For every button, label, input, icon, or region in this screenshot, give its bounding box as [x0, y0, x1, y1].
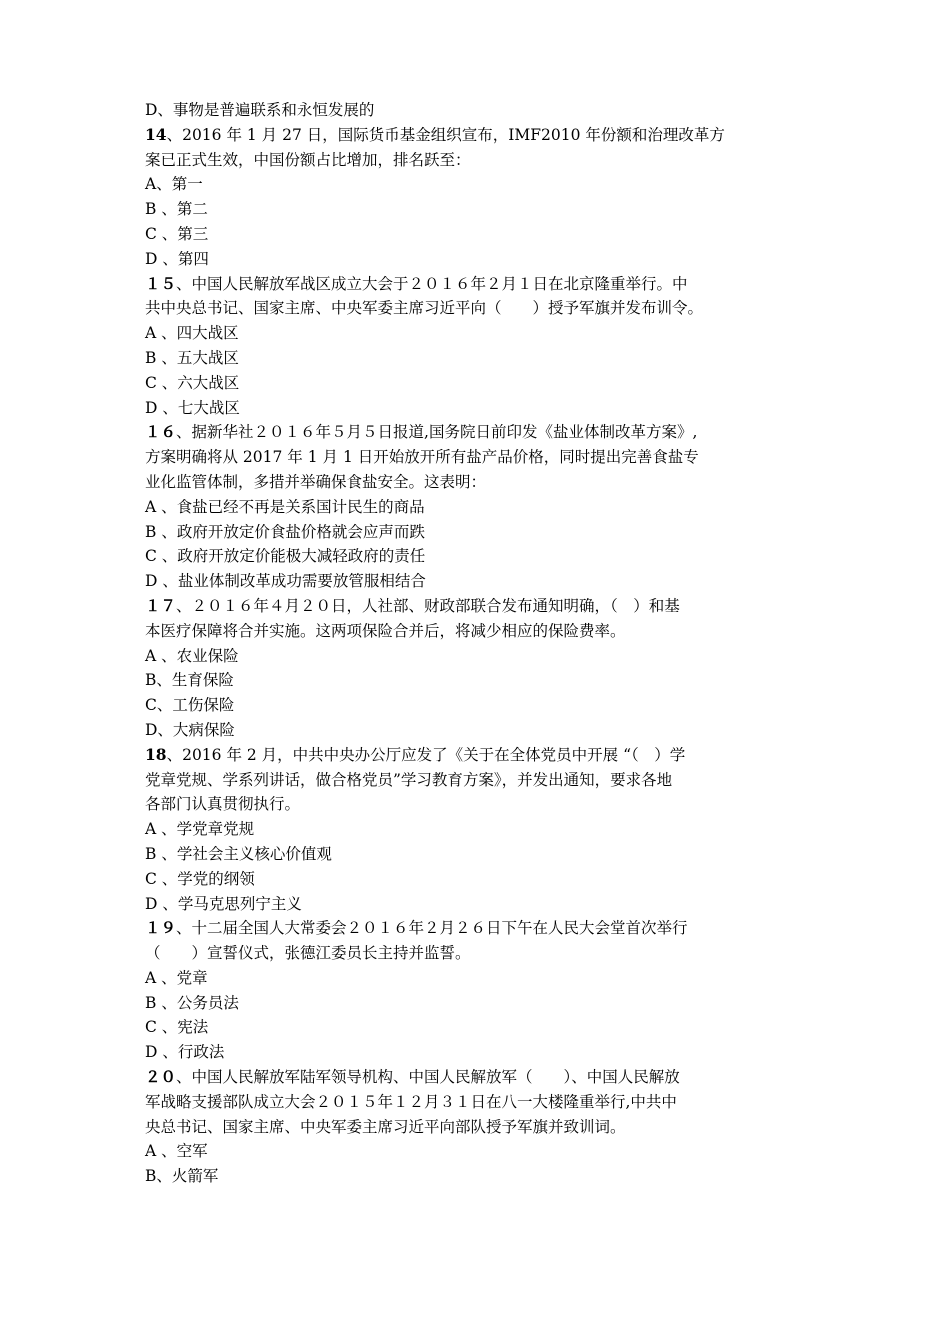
answer-option: C 、学党的纲领	[145, 869, 255, 888]
answer-option: A 、空军	[145, 1142, 208, 1161]
answer-option: B 、第二	[145, 200, 208, 219]
document-page	[145, 98, 810, 1189]
question-number: ２０	[145, 1067, 177, 1087]
question-text: 、２０１６年４月２０日，人社部、财政部联合发布通知明确，（ ）和基	[176, 596, 680, 615]
question-line	[145, 619, 810, 644]
answer-option: B、火箭军	[145, 1167, 219, 1186]
question-line	[145, 148, 810, 173]
question-text: （ ）宣誓仪式，张德江委员长主持并监誓。	[145, 944, 471, 963]
question-text: 、2016 年 1 月 27 日，国际货币基金组织宣布，IMF2010 年份额和治理改革方	[166, 125, 725, 144]
question-line	[145, 272, 810, 297]
answer-option: B 、政府开放定价食盐价格就会应声而跌	[145, 522, 425, 541]
question-text: 共中央总书记、国家主席、中央军委主席习近平向（ ）授予军旗并发布训令。	[145, 299, 704, 318]
question-number: １７	[145, 595, 177, 615]
answer-option: B 、公务员法	[145, 993, 239, 1012]
answer-option: C 、宪法	[145, 1018, 209, 1037]
answer-option: C 、六大战区	[145, 373, 240, 392]
question-text: 案已正式生效，中国份额占比增加，排名跃至：	[145, 150, 471, 169]
question-block	[145, 1065, 810, 1139]
answer-option: D 、七大战区	[145, 398, 240, 417]
question-number: １５	[145, 273, 177, 293]
question-text: 党章党规、学系列讲话，做合格党员”学习教育方案》，并发出通知，要求各地	[145, 770, 673, 789]
question-number: 14	[145, 124, 167, 144]
question-text: 、中国人民解放军战区成立大会于２０１６年２月１日在北京隆重举行。中	[176, 274, 688, 293]
answer-option: B 、五大战区	[145, 348, 239, 367]
answer-option: A 、食盐已经不再是关系国计民生的商品	[145, 497, 425, 516]
answer-option: A 、党章	[145, 968, 208, 987]
question-line	[145, 792, 810, 817]
question-line	[145, 123, 810, 148]
question-text: 、据新华社２０１６年５月５日报道,国务院日前印发《盐业体制改革方案》,	[176, 423, 698, 442]
question-number: １９	[145, 918, 177, 938]
question-line	[145, 296, 810, 321]
answer-option: D 、盐业体制改革成功需要放管服相结合	[145, 572, 426, 591]
question-line	[145, 470, 810, 495]
question-text: 、十二届全国人大常委会２０１６年２月２６日下午在人民大会堂首次举行	[176, 919, 688, 938]
question-line	[145, 768, 810, 793]
question-text: 业化监管体制，多措并举确保食盐安全。这表明：	[145, 472, 487, 491]
answer-option: B 、学社会主义核心价值观	[145, 844, 332, 863]
question-line	[145, 941, 810, 966]
question-block	[145, 743, 810, 817]
question-line	[145, 1115, 810, 1140]
question-block	[145, 123, 810, 173]
question-line	[145, 420, 810, 445]
question-text: 方案明确将从 2017 年 1 月 1 日开始放开所有盐产品价格，同时提出完善食盐专	[145, 448, 699, 467]
answer-option: A、第一	[145, 175, 203, 194]
answer-option: D、大病保险	[145, 720, 235, 739]
answer-option: B、生育保险	[145, 671, 234, 690]
answer-option: C 、政府开放定价能极大减轻政府的责任	[145, 547, 426, 566]
question-number: 18	[145, 744, 167, 764]
question-line	[145, 594, 810, 619]
question-line	[145, 916, 810, 941]
question-block	[145, 916, 810, 966]
answer-option: A 、农业保险	[145, 646, 239, 665]
question-block	[145, 420, 810, 494]
answer-option: C、工伤保险	[145, 696, 235, 715]
question-line	[145, 1090, 810, 1115]
question-text: 军战略支援部队成立大会２０１５年１２月３１日在八一大楼隆重举行,中共中	[145, 1092, 677, 1111]
question-text: 央总书记、国家主席、中央军委主席习近平向部队授予军旗并致训词。	[145, 1117, 626, 1136]
answer-option: D 、第四	[145, 249, 209, 268]
answer-option: D 、学马克思列宁主义	[145, 894, 302, 913]
question-text: 、2016 年 2 月，中共中央办公厅应发了《关于在全体党员中开展 “（ ）学	[166, 745, 686, 764]
question-line	[145, 1065, 810, 1090]
answer-option: D 、行政法	[145, 1043, 225, 1062]
question-line	[145, 743, 810, 768]
question-text: 各部门认真贯彻执行。	[145, 795, 301, 814]
question-block	[145, 594, 810, 644]
question-block	[145, 272, 810, 322]
answer-option: D、事物是普遍联系和永恒发展的	[145, 101, 375, 119]
question-text: 、中国人民解放军陆军领导机构、中国人民解放军（ ）、中国人民解放	[176, 1068, 680, 1087]
answer-option: A 、学党章党规	[145, 820, 255, 839]
answer-option: A 、四大战区	[145, 324, 239, 343]
question-text: 本医疗保障将合并实施。这两项保险合并后，将减少相应的保险费率。	[145, 621, 626, 640]
answer-option: C 、第三	[145, 224, 209, 243]
question-line	[145, 445, 810, 470]
question-number: １６	[145, 422, 177, 442]
